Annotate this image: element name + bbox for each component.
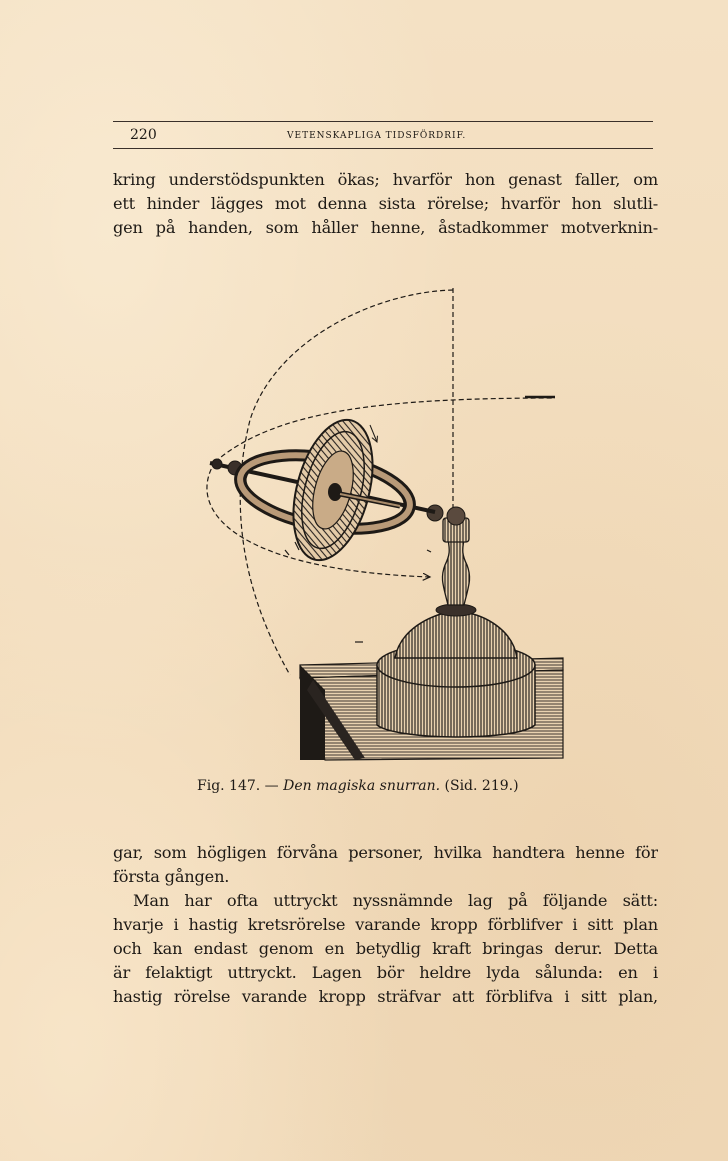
text-line: hvarje i hastig kretsrörelse varande kropp förblifver i sitt plan <box>113 915 658 934</box>
text-line: och kan endast genom en betydlig kraft bringas derur. Detta <box>113 939 658 958</box>
text-line: kring understödspunkten ökas; hvarför hon genast faller, om <box>113 170 658 189</box>
text-line: är felaktigt uttryckt. Lagen bör heldre lyda sålunda: en i <box>113 963 658 982</box>
paragraph-top <box>113 168 658 240</box>
page-number: 220 <box>130 127 157 143</box>
gyroscope-illustration <box>195 280 575 770</box>
caption-figure-number: Fig. 147. — <box>197 778 279 794</box>
caption-reference: (Sid. 219.) <box>444 778 519 794</box>
text-line: första gången. <box>113 867 230 886</box>
caption-title: Den magiska snurran. <box>283 778 441 794</box>
text-line: Man har ofta uttryckt nyssnämnde lag på följande sätt: <box>133 891 658 910</box>
text-line: gen på handen, som håller henne, åstadkommer motverknin- <box>113 218 658 237</box>
header-rule-top <box>113 121 653 122</box>
running-title: VETENSKAPLIGA TIDSFÖRDRIF. <box>287 131 467 141</box>
header-rule-bottom <box>113 148 653 149</box>
text-line: gar, som högligen förvåna personer, hvilka handtera henne för <box>113 843 658 862</box>
text-line: ett hinder lägges mot denna sista rörelse; hvarför hon slutli- <box>113 194 658 213</box>
figure-caption <box>197 777 519 795</box>
paragraph-bottom <box>113 841 658 1009</box>
text-line: hastig rörelse varande kropp sträfvar att förblifva i sitt plan, <box>113 987 658 1006</box>
